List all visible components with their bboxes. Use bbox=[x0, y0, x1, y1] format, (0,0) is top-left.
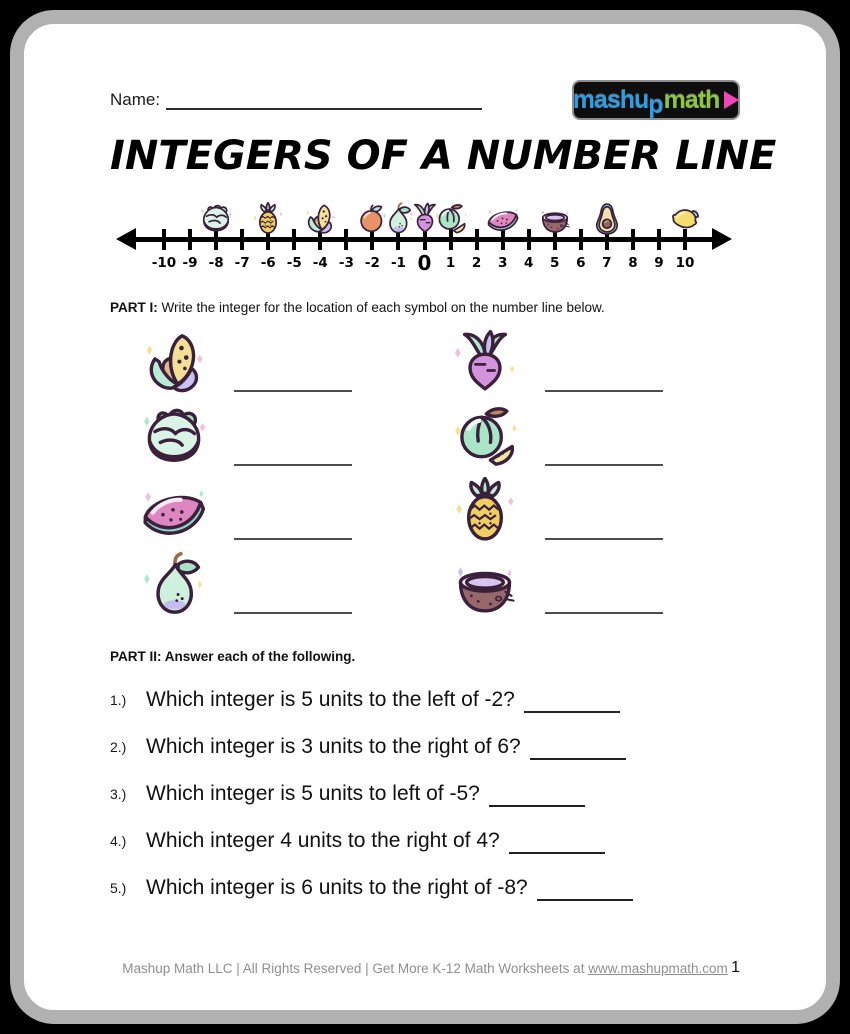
tick-label: 0 bbox=[417, 251, 432, 275]
tick-mark bbox=[657, 229, 661, 250]
answer-blank[interactable] bbox=[489, 789, 585, 807]
coconut-icon bbox=[439, 551, 531, 619]
footer bbox=[110, 961, 740, 976]
answer-blank[interactable] bbox=[545, 460, 663, 466]
tick-label: 4 bbox=[523, 255, 534, 271]
answer-blank[interactable] bbox=[234, 460, 352, 466]
tick-mark bbox=[527, 229, 531, 250]
page-title: INTEGERS OF A NUMBER LINE bbox=[110, 133, 777, 179]
tick-label: 10 bbox=[675, 255, 695, 271]
tick-label: 1 bbox=[445, 255, 456, 271]
tick-label: 2 bbox=[471, 255, 482, 271]
answer-blank[interactable] bbox=[545, 386, 663, 392]
corn-icon bbox=[303, 202, 337, 236]
part1-item-watermelon bbox=[128, 471, 429, 545]
answer-blank[interactable] bbox=[530, 742, 626, 760]
tick-mark bbox=[475, 229, 479, 250]
tick-label: 3 bbox=[497, 255, 508, 271]
logo-text-p: p bbox=[648, 90, 663, 119]
tick-mark bbox=[579, 229, 583, 250]
tick-label: -3 bbox=[338, 255, 354, 271]
part1-item-corn bbox=[128, 323, 429, 397]
part1-heading bbox=[110, 300, 740, 315]
answer-blank[interactable] bbox=[234, 608, 352, 614]
corn-icon bbox=[128, 329, 220, 397]
question-number: 4.) bbox=[110, 832, 127, 849]
part1-heading-rest: Write the integer for the location of each symbol on the number line below. bbox=[157, 300, 605, 315]
melon-icon bbox=[439, 403, 531, 471]
logo-text-mashu: mashu bbox=[572, 85, 649, 114]
name-field bbox=[110, 80, 482, 110]
answer-blank[interactable] bbox=[537, 883, 633, 901]
watermelon-icon bbox=[486, 202, 520, 236]
tick-mark bbox=[240, 229, 244, 250]
part2-questions bbox=[110, 676, 740, 911]
mashupmath-logo bbox=[572, 80, 740, 120]
question-number: 5.) bbox=[110, 879, 127, 896]
tick-label: -5 bbox=[286, 255, 302, 271]
footer-text: Mashup Math LLC | All Rights Reserved | Get More K-12 Math Worksheets at bbox=[122, 961, 589, 976]
number-line-left-arrow-icon bbox=[116, 228, 136, 250]
tick-mark bbox=[344, 229, 348, 250]
question-text: Which integer 4 units to the right of 4? bbox=[146, 828, 500, 852]
radish-icon bbox=[439, 329, 531, 397]
question-number: 2.) bbox=[110, 738, 127, 755]
pineapple-icon bbox=[439, 477, 531, 545]
question-text: Which integer is 3 units to the right of 6? bbox=[146, 734, 521, 758]
question-row bbox=[110, 817, 740, 864]
question-row bbox=[110, 676, 740, 723]
watermelon-icon bbox=[128, 477, 220, 545]
play-triangle-icon bbox=[724, 91, 739, 109]
avocado-icon bbox=[590, 202, 624, 236]
name-label: Name: bbox=[110, 90, 161, 109]
tick-label: -10 bbox=[151, 255, 177, 271]
part1-item-cabbage bbox=[128, 397, 429, 471]
question-number: 3.) bbox=[110, 785, 127, 802]
pineapple-icon bbox=[251, 202, 285, 236]
question-text: Which integer is 5 units to left of -5? bbox=[146, 781, 480, 805]
answer-blank[interactable] bbox=[509, 836, 605, 854]
part1-item-coconut bbox=[439, 545, 740, 619]
part1-grid bbox=[110, 323, 740, 619]
question-number: 1.) bbox=[110, 691, 127, 708]
tick-mark bbox=[162, 229, 166, 250]
question-text: Which integer is 5 units to the left of -2? bbox=[146, 687, 515, 711]
question-text: Which integer is 6 units to the right of -8? bbox=[146, 875, 528, 899]
tick-label: -1 bbox=[390, 255, 406, 271]
part1-item-pineapple bbox=[439, 471, 740, 545]
question-row bbox=[110, 723, 740, 770]
number-line-right-arrow-icon bbox=[712, 228, 732, 250]
worksheet-page bbox=[10, 10, 840, 1024]
tick-label: 6 bbox=[576, 255, 586, 271]
answer-blank[interactable] bbox=[524, 695, 620, 713]
tick-label: -9 bbox=[182, 255, 198, 271]
answer-blank[interactable] bbox=[545, 608, 663, 614]
logo-text-math: math bbox=[663, 85, 720, 114]
melon-icon bbox=[434, 202, 468, 236]
footer-link[interactable]: www.mashupmath.com bbox=[588, 961, 728, 976]
lemon-icon bbox=[668, 202, 702, 236]
tick-label: 8 bbox=[628, 255, 638, 271]
tick-label: -2 bbox=[364, 255, 380, 271]
cabbage-icon bbox=[199, 202, 233, 236]
part2-heading: PART II: Answer each of the following. bbox=[110, 649, 356, 664]
number-line bbox=[110, 184, 740, 280]
tick-mark bbox=[188, 229, 192, 250]
answer-blank[interactable] bbox=[234, 386, 352, 392]
part1-item-melon bbox=[439, 397, 740, 471]
answer-blank[interactable] bbox=[545, 534, 663, 540]
name-input-line[interactable] bbox=[166, 104, 482, 110]
part1-heading-bold: PART I: bbox=[110, 300, 158, 315]
tick-label: 7 bbox=[602, 255, 612, 271]
part1-item-radish bbox=[439, 323, 740, 397]
header bbox=[110, 80, 740, 122]
tick-label: -7 bbox=[234, 255, 250, 271]
tick-mark bbox=[631, 229, 635, 250]
tick-mark bbox=[292, 229, 296, 250]
coconut-icon bbox=[538, 202, 572, 236]
tick-label: -4 bbox=[312, 255, 328, 271]
question-row bbox=[110, 864, 740, 911]
tick-label: -8 bbox=[208, 255, 224, 271]
part1-item-pear bbox=[128, 545, 429, 619]
cabbage-icon bbox=[128, 403, 220, 471]
tick-label: -6 bbox=[260, 255, 276, 271]
answer-blank[interactable] bbox=[234, 534, 352, 540]
tick-label: 5 bbox=[550, 255, 560, 271]
pear-icon bbox=[128, 551, 220, 619]
question-row bbox=[110, 770, 740, 817]
tick-label: 9 bbox=[654, 255, 664, 271]
page-number: 1 bbox=[731, 959, 740, 976]
